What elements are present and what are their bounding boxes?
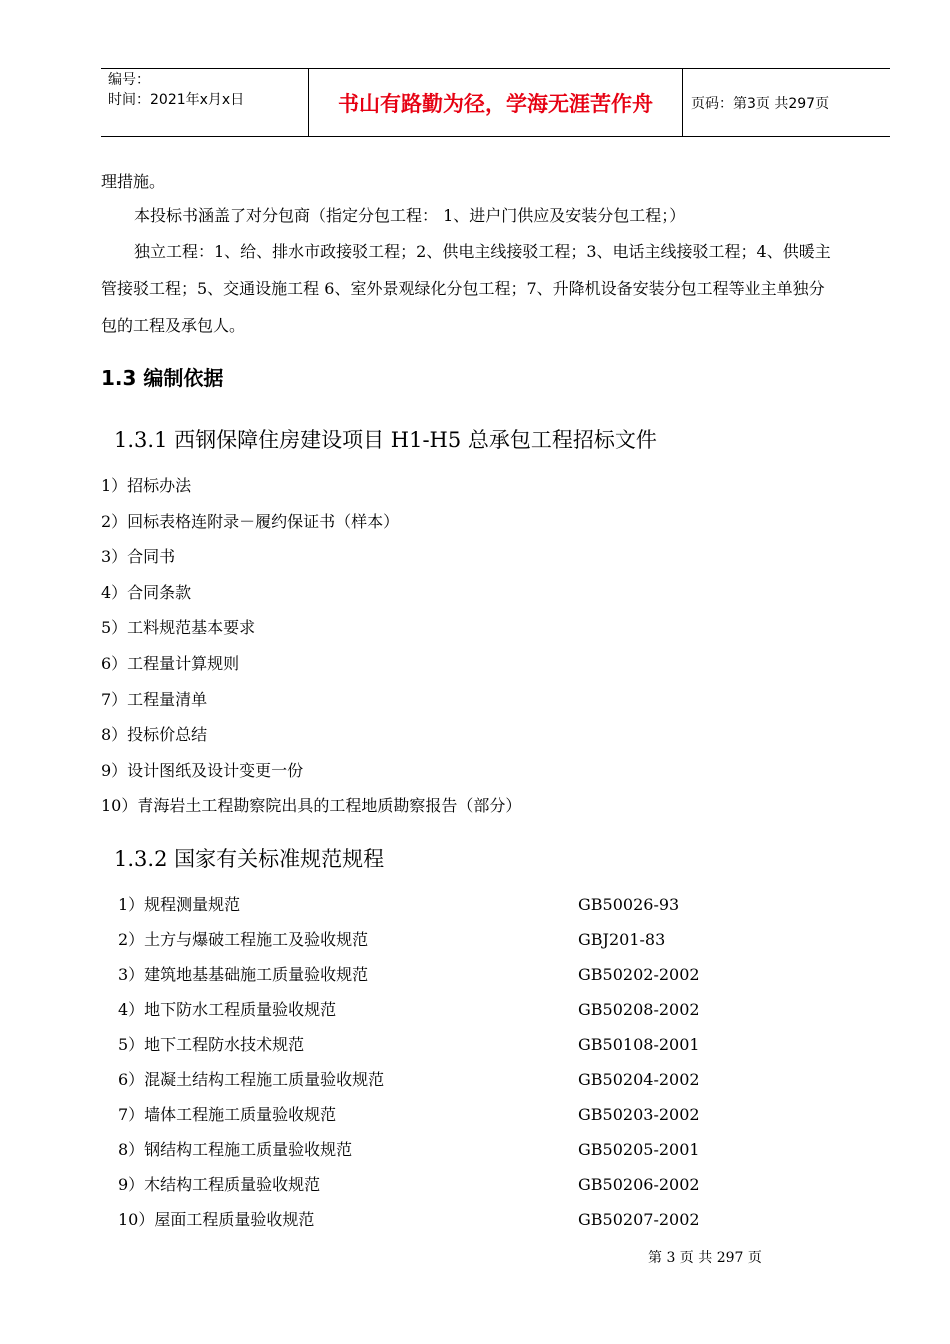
- header-page-label: 页码：第3页 共297页: [691, 95, 830, 112]
- standard-name: 8）钢结构工程施工质量验收规范: [118, 1140, 353, 1159]
- intro-line-3: 独立工程：1、给、排水市政接驳工程；2、供电主线接驳工程；3、电话主线接驳工程；4、供暖主: [134, 242, 831, 261]
- standard-code: GB50204-2002: [578, 1070, 700, 1089]
- standard-name: 1）规程测量规范: [118, 895, 241, 914]
- list-item: 6）工程量计算规则: [101, 653, 240, 673]
- intro-line-4: 管接驳工程；5、交通设施工程 6、室外景观绿化分包工程；7、升降机设备安装分包工程等业主单独分: [101, 279, 825, 298]
- tender-document-list: [101, 476, 521, 832]
- standard-name: 4）地下防水工程质量验收规范: [118, 1000, 337, 1019]
- standard-code: GB50208-2002: [578, 1000, 700, 1019]
- standard-name: 6）混凝土结构工程施工质量验收规范: [118, 1070, 385, 1089]
- section-1-3-1-title: 1.3.1 西钢保障住房建设项目 H1-H5 总承包工程招标文件: [114, 428, 657, 452]
- standard-row: [118, 1210, 758, 1245]
- list-item: 10）青海岩土工程勘察院出具的工程地质勘察报告（部分）: [101, 796, 522, 816]
- header-meta: [101, 69, 309, 136]
- intro-line-5: 包的工程及承包人。: [101, 316, 246, 335]
- list-item: 8）投标价总结: [101, 725, 208, 745]
- standard-code: GB50205-2001: [578, 1140, 700, 1159]
- standard-row: [118, 1105, 758, 1140]
- list-item: 9）设计图纸及设计变更一份: [101, 760, 304, 780]
- list-item: 1）招标办法: [101, 476, 192, 495]
- header-motto: 书山有路勤为径，学海无涯苦作舟: [309, 69, 683, 136]
- standard-code: GB50026-93: [578, 895, 680, 914]
- list-item: 4）合同条款: [101, 582, 192, 602]
- intro-line-2: 本投标书涵盖了对分包商（指定分包工程： 1、进户门供应及安装分包工程；）: [134, 206, 686, 225]
- section-1-3-title: 1.3 编制依据: [101, 366, 224, 390]
- standard-code: GB50206-2002: [578, 1175, 700, 1194]
- page-footer: 第 3 页 共 297 页: [648, 1250, 762, 1266]
- standard-code: GB50203-2002: [578, 1105, 700, 1124]
- standard-name: 5）地下工程防水技术规范: [118, 1035, 305, 1054]
- standard-row: [118, 1175, 758, 1210]
- standard-name: 9）木结构工程质量验收规范: [118, 1175, 321, 1194]
- page-header: [101, 68, 890, 137]
- standard-name: 10）屋面工程质量验收规范: [118, 1210, 315, 1229]
- list-item: 2）回标表格连附录－履约保证书（样本）: [101, 511, 400, 531]
- list-item: 7）工程量清单: [101, 689, 208, 709]
- standard-code: GBJ201-83: [578, 930, 666, 949]
- list-item: 3）合同书: [101, 547, 176, 567]
- standard-name: 7）墙体工程施工质量验收规范: [118, 1105, 337, 1124]
- standard-code: GB50202-2002: [578, 965, 700, 984]
- standard-name: 3）建筑地基基础施工质量验收规范: [118, 965, 369, 984]
- list-item: 5）工料规范基本要求: [101, 618, 256, 638]
- section-1-3-2-title: 1.3.2 国家有关标准规范规程: [114, 847, 385, 871]
- standard-row: [118, 1070, 758, 1105]
- standard-row: [118, 965, 758, 1000]
- time-label: 时间：2021年x月x日: [108, 92, 245, 108]
- standard-code: GB50108-2001: [578, 1035, 700, 1054]
- standard-row: [118, 930, 758, 965]
- intro-line-1: 理措施。: [101, 172, 166, 191]
- number-label: 编号：: [108, 72, 150, 88]
- standard-row: [118, 895, 758, 930]
- standard-row: [118, 1035, 758, 1070]
- standards-list: [118, 895, 758, 1245]
- standard-row: [118, 1000, 758, 1035]
- standard-name: 2）土方与爆破工程施工及验收规范: [118, 930, 369, 949]
- standard-code: GB50207-2002: [578, 1210, 700, 1229]
- standard-row: [118, 1140, 758, 1175]
